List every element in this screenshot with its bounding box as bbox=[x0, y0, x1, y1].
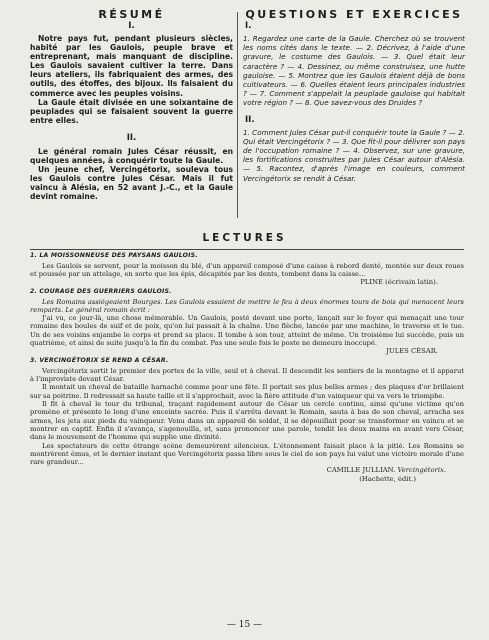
questions-section bbox=[243, 8, 465, 183]
lecture-text-1: Les Gaulois se servent, pour la moisson du blé, d'un appareil composé d'une caisse à rebord denté, montée sur deux roues et poussée par un attelage, en sorte que les épis, décapités par les dents, tombent dans la caisse... bbox=[30, 261, 464, 278]
resume-paragraph: Notre pays fut, pendant plusieurs siècles, habité par les Gaulois, peuple brave et entreprenant, mais manquant de discipline. Les Gaulois savaient cultiver la terre. Dans leurs ateliers, ils fabriquaient des armes, des outils, des étoffes, des bijoux. Ils faisaient du commerce avec les peuples voisins. bbox=[30, 34, 233, 98]
lecture-paragraph: Il fit à cheval le tour du tribunal, traçant rapidement autour de César un cercle continu, ainsi qu'une victime qu'on promène et présente le long d'une enceinte sacrée. Puis il s'arrêta devant le Romain, sauta à bas de son cheval, arracha ses armes, les jeta aux pieds du vainqueur. Venu dans un appareil de soldat, il se dépouillait pour se transformer en vaincu et se montrer en captif. Enfin il s'avança, s'agenouilla, et, sans prononcer une parole, tendit les deux mains en avant vers César, dans le mouvement de l'homme qui supplie une divinité. bbox=[30, 400, 464, 442]
page-number: — 15 — bbox=[226, 620, 263, 630]
resume-paragraph: Un jeune chef, Vercingétorix, souleva tous les Gaulois contre Jules César. Mais il fut vaincu à Alésia, en 52 avant J.-C., et la Gaule devint romaine. bbox=[30, 165, 233, 202]
resume-paragraph: La Gaule était divisée en une soixantaine de peuplades qui se faisaient souvent la guerre entre elles. bbox=[30, 97, 233, 125]
lecture-heading-3: 3. VERCINGÉTORIX SE REND A CÉSAR. bbox=[30, 357, 169, 365]
lecture-heading-1: 1. LA MOISSONNEUSE DES PAYSANS GAULOIS. bbox=[30, 252, 198, 259]
lecture-attribution-1: PLINE (écrivain latin). bbox=[360, 278, 438, 287]
lecture-paragraph: Les spectateurs de cette étrange scène demeurèrent silencieux. L'étonnement faisait place à la pitié. Les Romains se montrèrent émus, et le dernier instant que Vercingétorix passa libre sous le ciel de son pays lui valut une victoire morale d'une rare grandeur... bbox=[30, 441, 464, 467]
attribution-work: Vercingétorix. bbox=[397, 466, 446, 475]
lectures-rule bbox=[30, 249, 464, 250]
resume-title: RÉSUMÉ bbox=[98, 8, 165, 21]
lecture-paragraph: Il montait un cheval de bataille harnaché comme pour une fête. Il portait ses plus belles armes ; des plaques d'or brillaient sur sa poitrine. Il redressait sa haute taille et il s'approchait, avec la fière attitude d'un vainqueur qui va vers le triomphe. bbox=[30, 383, 464, 400]
questions-part2-number: II. bbox=[245, 114, 255, 125]
resume-section bbox=[30, 8, 233, 202]
lecture-attribution-3 bbox=[30, 466, 464, 475]
lecture-intro-2: Les Romains assiégeaient Bourges. Les Gaulois essaient de mettre le feu à deux énormes tours de bois qui menacent leurs remparts. Le général romain écrit : bbox=[30, 297, 464, 314]
questions-part2-text: 1. Comment Jules César put-il conquérir toute la Gaule ? — 2. Qui était Vercingétorix ? — 3. Que fit-il pour délivrer son pays de l'occupation romaine ? — 4. Observez, sur une gravure, les fortifications construites par Jules César autour d'Alésia. — 5. Racontez, d'après l'image en couleurs, comment Vercingétorix se rendit à César. bbox=[243, 127, 465, 183]
resume-part1-number: I. bbox=[128, 21, 135, 31]
lecture-heading-2: 2. COURAGE DES GUERRIERS GAULOIS. bbox=[30, 288, 172, 296]
questions-part1-number: I. bbox=[245, 21, 252, 31]
questions-title: QUESTIONS ET EXERCICES bbox=[245, 8, 463, 21]
lecture-text-2: J'ai vu, ce jour-là, une chose mémorable. Un Gaulois, posté devant une porte, lançait sur le foyer qui menaçait une tour romaine des boules de suif et de poix, qu'on lui passait à la chaîne. Une flèche, lancée par une machine, le traverse et le tue. Un de ses voisins enjambe le corps et prend sa place. Il tombe à son tour, atteint de même. Un troisième lui succède, puis un quatrième, et ainsi de suite jusqu'à la fin du combat. Pas une seule fois le poste ne demeura inoccupé. bbox=[30, 314, 464, 348]
lectures-body bbox=[30, 252, 464, 484]
questions-part1-text: 1. Regardez une carte de la Gaule. Cherchez où se trouvent les noms cités dans le texte. — 2. Décrivez, à l'aide d'une gravure, le costume des Gaulois. — 3. Quel était leur caractère ? — 4. Dessinez, ou même construisez, une hutte gauloise. — 5. Montrez que les Gaulois étaient déjà de bons cultivateurs. — 6. Quelles étaient leurs principales industries ? — 7. Comment s'appelait la peuplade gauloise qui habitait votre région ? — 8. Que savez-vous des Druides ? bbox=[243, 34, 465, 108]
attribution-publisher: (Hachette, édit.) bbox=[359, 475, 416, 484]
resume-part2-number: II. bbox=[126, 132, 137, 143]
column-divider bbox=[237, 12, 238, 218]
lecture-paragraph: Vercingétorix sortit le premier des portes de la ville, seul et à cheval. Il descendit les sentiers de la montagne et il apparut à l'improviste devant César. bbox=[30, 366, 464, 384]
lectures-title: LECTURES bbox=[202, 232, 287, 244]
resume-paragraph: Le général romain Jules César réussit, en quelques années, à conquérir toute la Gaule. bbox=[30, 146, 233, 166]
attribution-author: CAMILLE JULLIAN. bbox=[326, 466, 396, 475]
lecture-attribution-2: JULES CÉSAR. bbox=[386, 347, 438, 356]
